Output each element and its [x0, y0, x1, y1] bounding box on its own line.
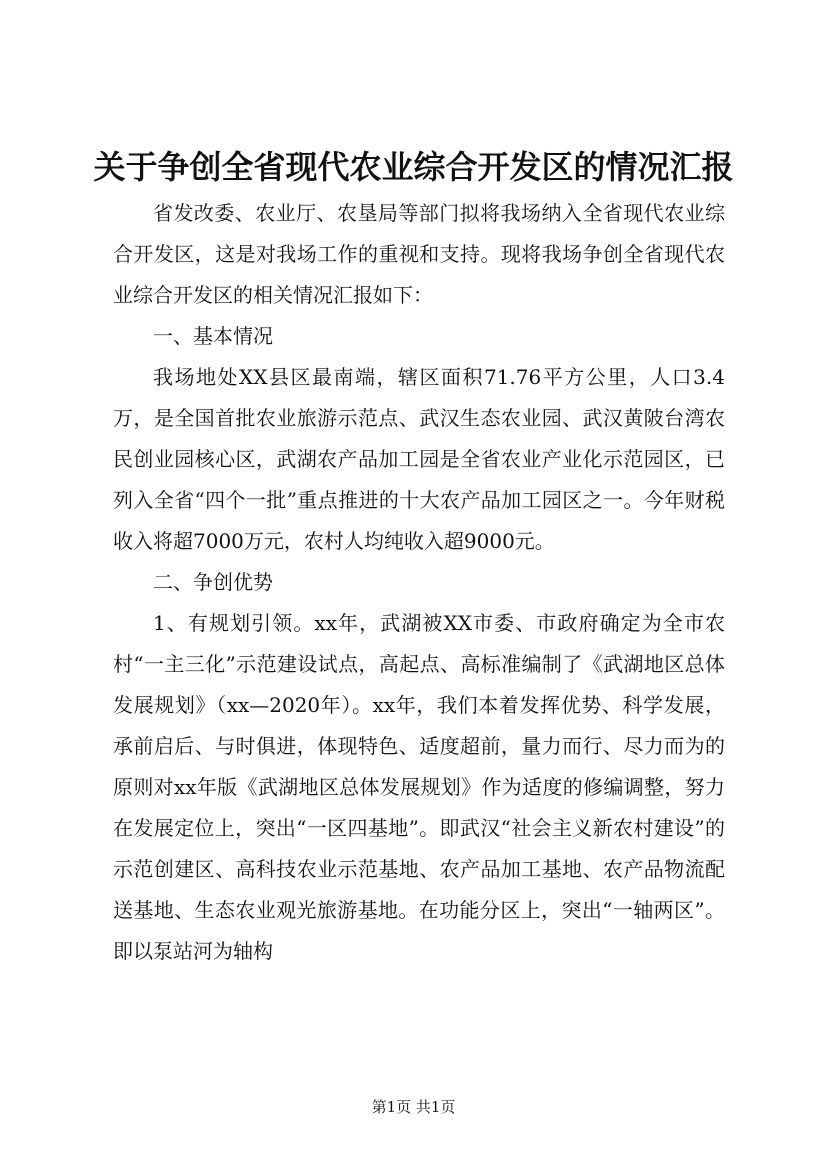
section-heading-advantages: 二、争创优势: [153, 570, 273, 594]
paragraph-intro: 省发改委、农业厅、农垦局等部门拟将我场纳入全省现代农业综合开发区，这是对我场工作的重视和支持。现将我场争创全省现代农业综合开发区的相关情况汇报如下：: [113, 201, 725, 307]
paragraph-basic-situation: 我场地处XX县区最南端，辖区面积71.76平方公里，人口3.4万，是全国首批农业旅游示范点、武汉生态农业园、武汉黄陂台湾农民创业园核心区，武湖农产品加工园是全省农业产业化示范园区，已列入全省“四个一批”重点推进的十大农产品加工园区之一。今年财税收入将超7000万元，农村人均纯收入超9000元。: [113, 365, 725, 553]
page-footer: 第1页 共1页: [371, 1098, 456, 1116]
document-body: [113, 193, 725, 972]
document-title: 关于争创全省现代农业综合开发区的情况汇报: [93, 148, 734, 186]
section-heading-basic: 一、基本情况: [153, 324, 273, 348]
paragraph-planning: 1、有规划引领。xx年，武湖被XX市委、市政府确定为全市农村“一主三化”示范建设试点，高起点、高标准编制了《武湖地区总体发展规划》（xx—2020年）。xx年，我们本着发挥优势、科学发展，承前启后、与时俱进，体现特色、适度超前，量力而行、尽力而为的原则对xx年版《武湖地区总体发展规划》作为适度的修编调整，努力在发展定位上，突出“一区四基地”。即武汉“社会主义新农村建设”的示范创建区、高科技农业示范基地、农产品加工基地、农产品物流配送基地、生态农业观光旅游基地。在功能分区上，突出“一轴两区”。即以泵站河为轴构: [113, 611, 725, 963]
